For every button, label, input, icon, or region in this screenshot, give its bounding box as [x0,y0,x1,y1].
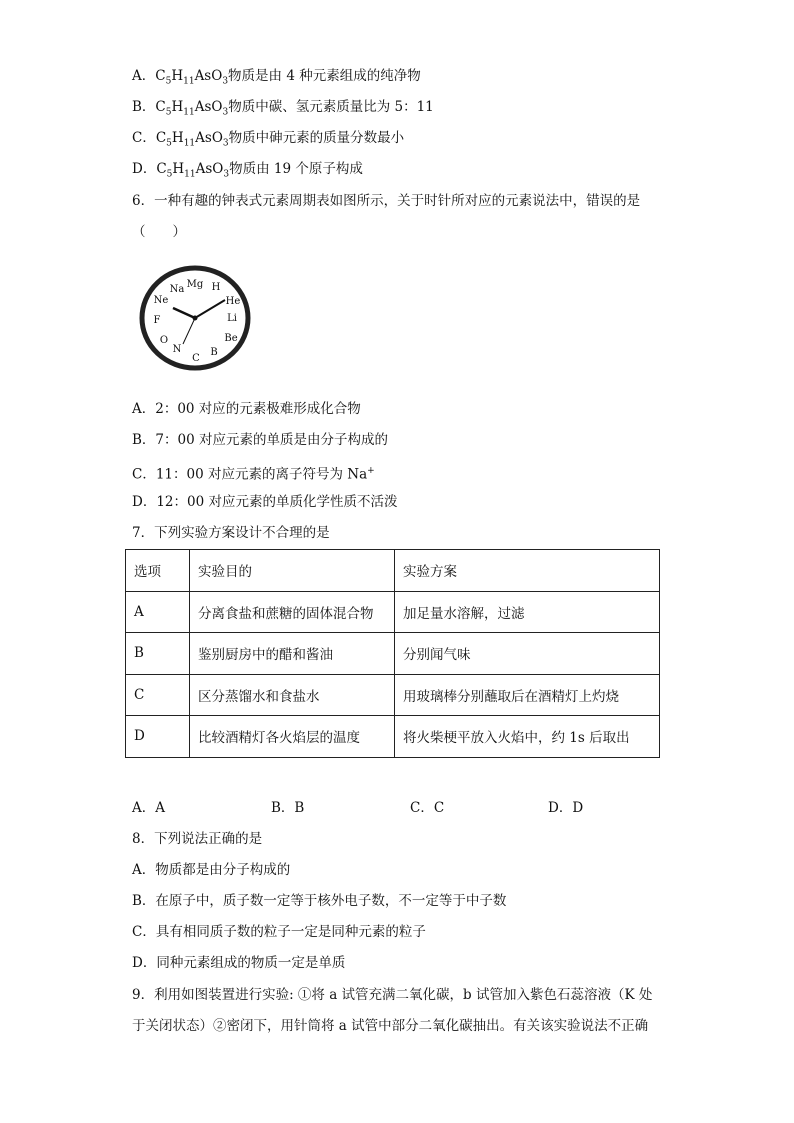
element-clock-figure [139,265,251,371]
clock-label-1: H [211,282,221,293]
table-cell: B [126,633,190,675]
table-cell: 用玻璃棒分别蘸取后在酒精灯上灼烧 [395,674,660,716]
table-header-row [126,550,660,592]
table-cell: 加足量水溶解，过滤 [395,591,660,633]
q7-stem: 7．下列实验方案设计不合理的是 [132,525,330,541]
table-header-cell: 实验方案 [395,550,660,592]
q6-stem: 6．一种有趣的钟表式元素周期表如图所示，关于时针所对应的元素说法中，错误的是 [132,193,641,209]
q7-options-table [125,549,660,758]
q9-stem-line1: 9．利用如图装置进行实验: ①将 a 试管充满二氧化碳，b 试管加入紫色石蕊溶液（K 处 [132,987,653,1003]
table-cell: 比较酒精灯各火焰层的温度 [190,716,395,758]
q5-option-a: A．$C_5H_{11}AsO_3$物质是由 4 种元素组成的纯净物 [132,68,421,87]
q8-option-d: D．同种元素组成的物质一定是单质 [132,955,346,971]
q5-option-c: C．$C_5H_{11}AsO_3$物质中砷元素的质量分数最小 [132,130,405,149]
table-cell: 鉴别厨房中的醋和酱油 [190,633,395,675]
q7-choice-c: C．C [410,800,445,816]
table-row [126,591,660,633]
clock-label-9: F [153,315,161,326]
table-cell: 区分蒸馏水和食盐水 [190,674,395,716]
q8-option-b: B．在原子中，质子数一定等于核外电子数，不一定等于中子数 [132,893,507,909]
q8-option-a: A．物质都是由分子构成的 [132,862,291,878]
table-row [126,716,660,758]
q6-option-b: B．7：00 对应元素的单质是由分子构成的 [132,432,388,448]
clock-label-11: Na [169,284,185,295]
clock-label-10: Ne [153,295,169,306]
table-header-cell: 选项 [126,550,190,592]
table-cell: 分别闻气味 [395,633,660,675]
table-cell: 分离食盐和蔗糖的固体混合物 [190,591,395,633]
table-cell: A [126,591,190,633]
q7-choice-d: D．D [548,800,584,816]
clock-label-4: Be [224,333,238,344]
table-cell: 将火柴梗平放入火焰中，约 1s 后取出 [395,716,660,758]
table-header-cell: 实验目的 [190,550,395,592]
clock-label-8: O [159,335,169,346]
q7-choice-b: B．B [271,800,305,816]
q5-option-b: B．$C_5H_{11}AsO_3$物质中碳、氢元素质量比为 5：11 [132,99,434,118]
clock-label-7: N [172,344,182,355]
q9-stem-line2: 于关闭状态）②密闭下，用针筒将 a 试管中部分二氧化碳抽出。有关该实验说法不正确 [132,1018,649,1034]
q7-choice-a: A．A [132,800,165,816]
table-row [126,633,660,675]
q8-option-c: C．具有相同质子数的粒子一定是同种元素的粒子 [132,924,426,940]
q6-option-a: A．2：00 对应的元素极难形成化合物 [132,401,361,417]
q6-option-d: D．12：00 对应元素的单质化学性质不活泼 [132,494,398,510]
clock-label-12: Mg [186,279,204,290]
clock-center [193,316,198,321]
table-cell: C [126,674,190,716]
q5-option-d: D．$C_5H_{11}AsO_3$物质由 19 个原子构成 [132,161,363,180]
table-cell: D [126,716,190,758]
q6-paren: （ ） [132,224,186,240]
clock-label-6: C [192,353,200,364]
clock-label-5: B [210,347,218,358]
q8-stem: 8．下列说法正确的是 [132,831,263,847]
clock-label-2: He [225,296,241,307]
q6-option-c: C．11：00 对应元素的离子符号为 Na+ [132,466,375,483]
table-row [126,674,660,716]
clock-label-3: Li [227,313,237,324]
